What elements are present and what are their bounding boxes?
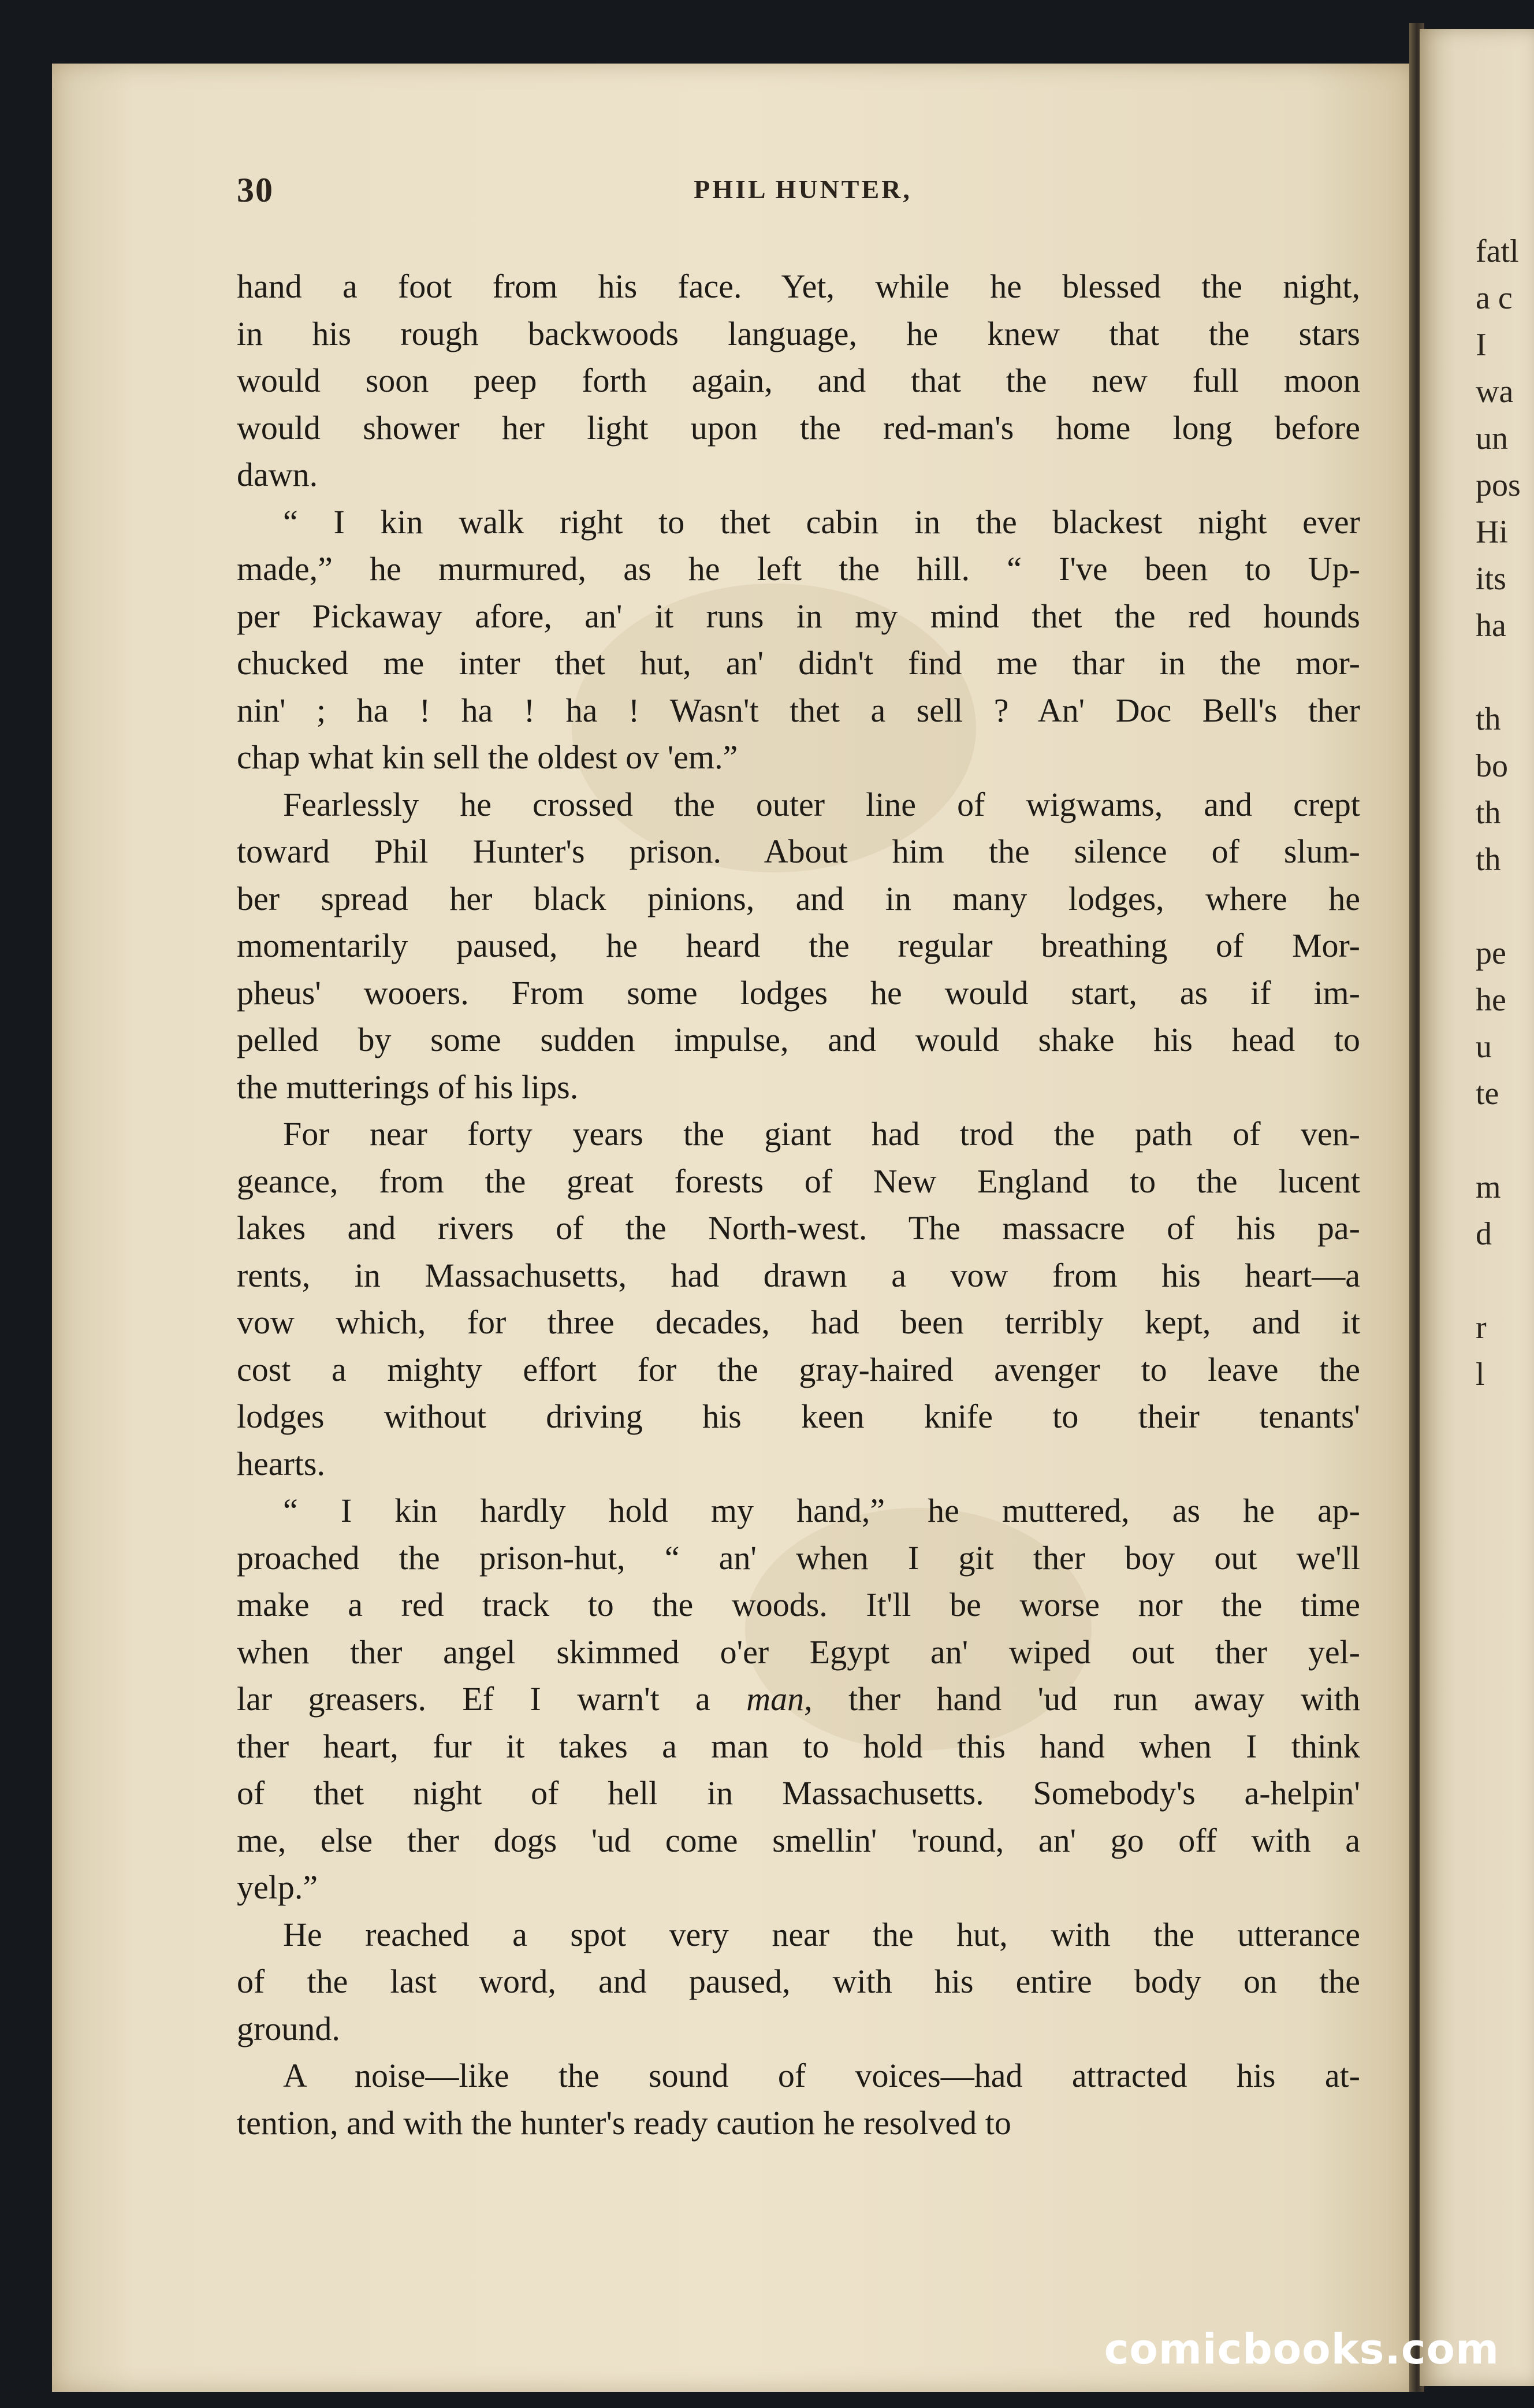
running-title: PHIL HUNTER,	[694, 174, 912, 204]
facing-page-fragment: un	[1476, 421, 1508, 456]
facing-page-fragment	[1476, 1258, 1534, 1305]
text-line: per Pickaway afore, an' it runs in my mind thet the red hounds	[237, 597, 1360, 635]
facing-page-fragment: te	[1476, 1076, 1499, 1112]
text-line: Fearlessly he crossed the outer line of wigwams, and crept	[283, 785, 1360, 823]
text-line: lar greasers. Ef I warn't a man, ther hand 'ud run away with	[237, 1680, 1361, 1718]
text-line: cost a mighty effort for the gray-haired avenger to leave the	[237, 1350, 1360, 1388]
text-line: make a red track to the woods. It'll be worse nor the time	[237, 1586, 1360, 1623]
text-line: of thet night of hell in Massachusetts. Somebody's a-helpin'	[237, 1774, 1360, 1812]
text-line: made,” he murmured, as he left the hill. “ I've been to Up-	[237, 550, 1360, 588]
facing-page-fragment: a c	[1476, 280, 1513, 316]
facing-page-fragment: m	[1476, 1169, 1501, 1205]
text-line: when ther angel skimmed o'er Egypt an' wiped out ther yel-	[237, 1633, 1360, 1671]
watermark-logo: comicbooks.com	[1104, 2325, 1499, 2373]
text-line: chucked me inter thet hut, an' didn't find me thar in the mor-	[237, 644, 1360, 682]
facing-page-fragment	[1476, 649, 1534, 696]
facing-page-fragment: th	[1476, 842, 1501, 878]
emphasized-word: man,	[746, 1680, 813, 1718]
facing-page-fragment	[1476, 1117, 1534, 1164]
running-head	[237, 170, 1369, 211]
text-line: pelled by some sudden impulse, and would shake his head to	[237, 1021, 1360, 1058]
facing-page-fragment: u	[1476, 1029, 1492, 1065]
text-line: pheus' wooers. From some lodges he would start, as if im-	[237, 973, 1360, 1012]
text-line: would soon peep forth again, and that the new full moon	[237, 362, 1360, 399]
facing-page-fragment	[1476, 883, 1534, 930]
text-line: yelp.”	[237, 1868, 318, 1906]
facing-page-fragment: its	[1476, 561, 1506, 597]
facing-page-fragment: wa	[1476, 374, 1514, 410]
text-line: ther heart, fur it takes a man to hold this hand when I think	[237, 1727, 1360, 1765]
text-line: the mutterings of his lips.	[237, 1068, 579, 1106]
facing-page-fragment: d	[1476, 1216, 1492, 1252]
text-line: hand a foot from his face. Yet, while he blessed the night,	[237, 267, 1360, 305]
facing-page-fragment: he	[1476, 982, 1506, 1018]
text-line: tention, and with the hunter's ready caution he resolved to	[237, 2104, 1011, 2142]
text-line: ground.	[237, 2009, 340, 2047]
text-line: vow which, for three decades, had been terribly kept, and it	[237, 1303, 1360, 1341]
facing-page-fragment: I	[1476, 327, 1487, 363]
facing-page-fragment: Hi	[1476, 514, 1508, 550]
facing-page-fragment: r	[1476, 1310, 1487, 1346]
text-line: rents, in Massachusetts, had drawn a vow from his heart—a	[237, 1256, 1360, 1294]
text-line: lodges without driving his keen knife to their tenants'	[237, 1398, 1360, 1435]
facing-page-fragment: bo	[1476, 748, 1508, 784]
text-line: would shower her light upon the red-man's home long before	[237, 408, 1360, 447]
facing-page-fragment: l	[1476, 1357, 1485, 1392]
facing-page-fragment: th	[1476, 701, 1501, 737]
text-line: For near forty years the giant had trod the path of ven-	[283, 1115, 1360, 1153]
facing-page-text	[1476, 228, 1534, 1398]
text-line: toward Phil Hunter's prison. About him the silence of slum-	[237, 833, 1360, 870]
text-line: of the last word, and paused, with his entire body on the	[237, 1963, 1360, 2000]
page-body-text	[237, 263, 1360, 2146]
text-line: geance, from the great forests of New England to the lucent	[237, 1162, 1360, 1200]
text-line: lakes and rivers of the North-west. The massacre of his pa-	[237, 1209, 1360, 1247]
facing-page-fragment: ha	[1476, 608, 1506, 644]
text-line: He reached a spot very near the hut, with the utterance	[283, 1915, 1360, 1953]
text-line: ber spread her black pinions, and in many lodges, where he	[237, 879, 1360, 917]
facing-page-fragment: pe	[1476, 935, 1506, 971]
text-line: momentarily paused, he heard the regular breathing of Mor-	[237, 927, 1360, 964]
text-line: “ I kin walk right to thet cabin in the blackest night ever	[283, 503, 1360, 541]
page-number: 30	[237, 171, 274, 209]
text-line: A noise—like the sound of voices—had attracted his at-	[283, 2057, 1360, 2094]
text-line: “ I kin hardly hold my hand,” he muttered, as he ap-	[283, 1492, 1360, 1529]
text-line: in his rough backwoods language, he knew that the stars	[237, 314, 1360, 352]
text-line: nin' ; ha ! ha ! ha ! Wasn't thet a sell ? An' Doc Bell's ther	[237, 691, 1360, 729]
text-line: proached the prison-hut, “ an' when I git ther boy out we'll	[237, 1539, 1360, 1577]
text-line: dawn.	[237, 456, 318, 493]
facing-page-fragment: th	[1476, 795, 1501, 831]
facing-page-fragment: fatl	[1476, 233, 1519, 269]
text-line: me, else ther dogs 'ud come smellin' 'round, an' go off with a	[237, 1821, 1360, 1859]
text-line: hearts.	[237, 1444, 325, 1482]
facing-page-fragment: pos	[1476, 467, 1521, 503]
text-line: chap what kin sell the oldest ov 'em.”	[237, 738, 738, 776]
